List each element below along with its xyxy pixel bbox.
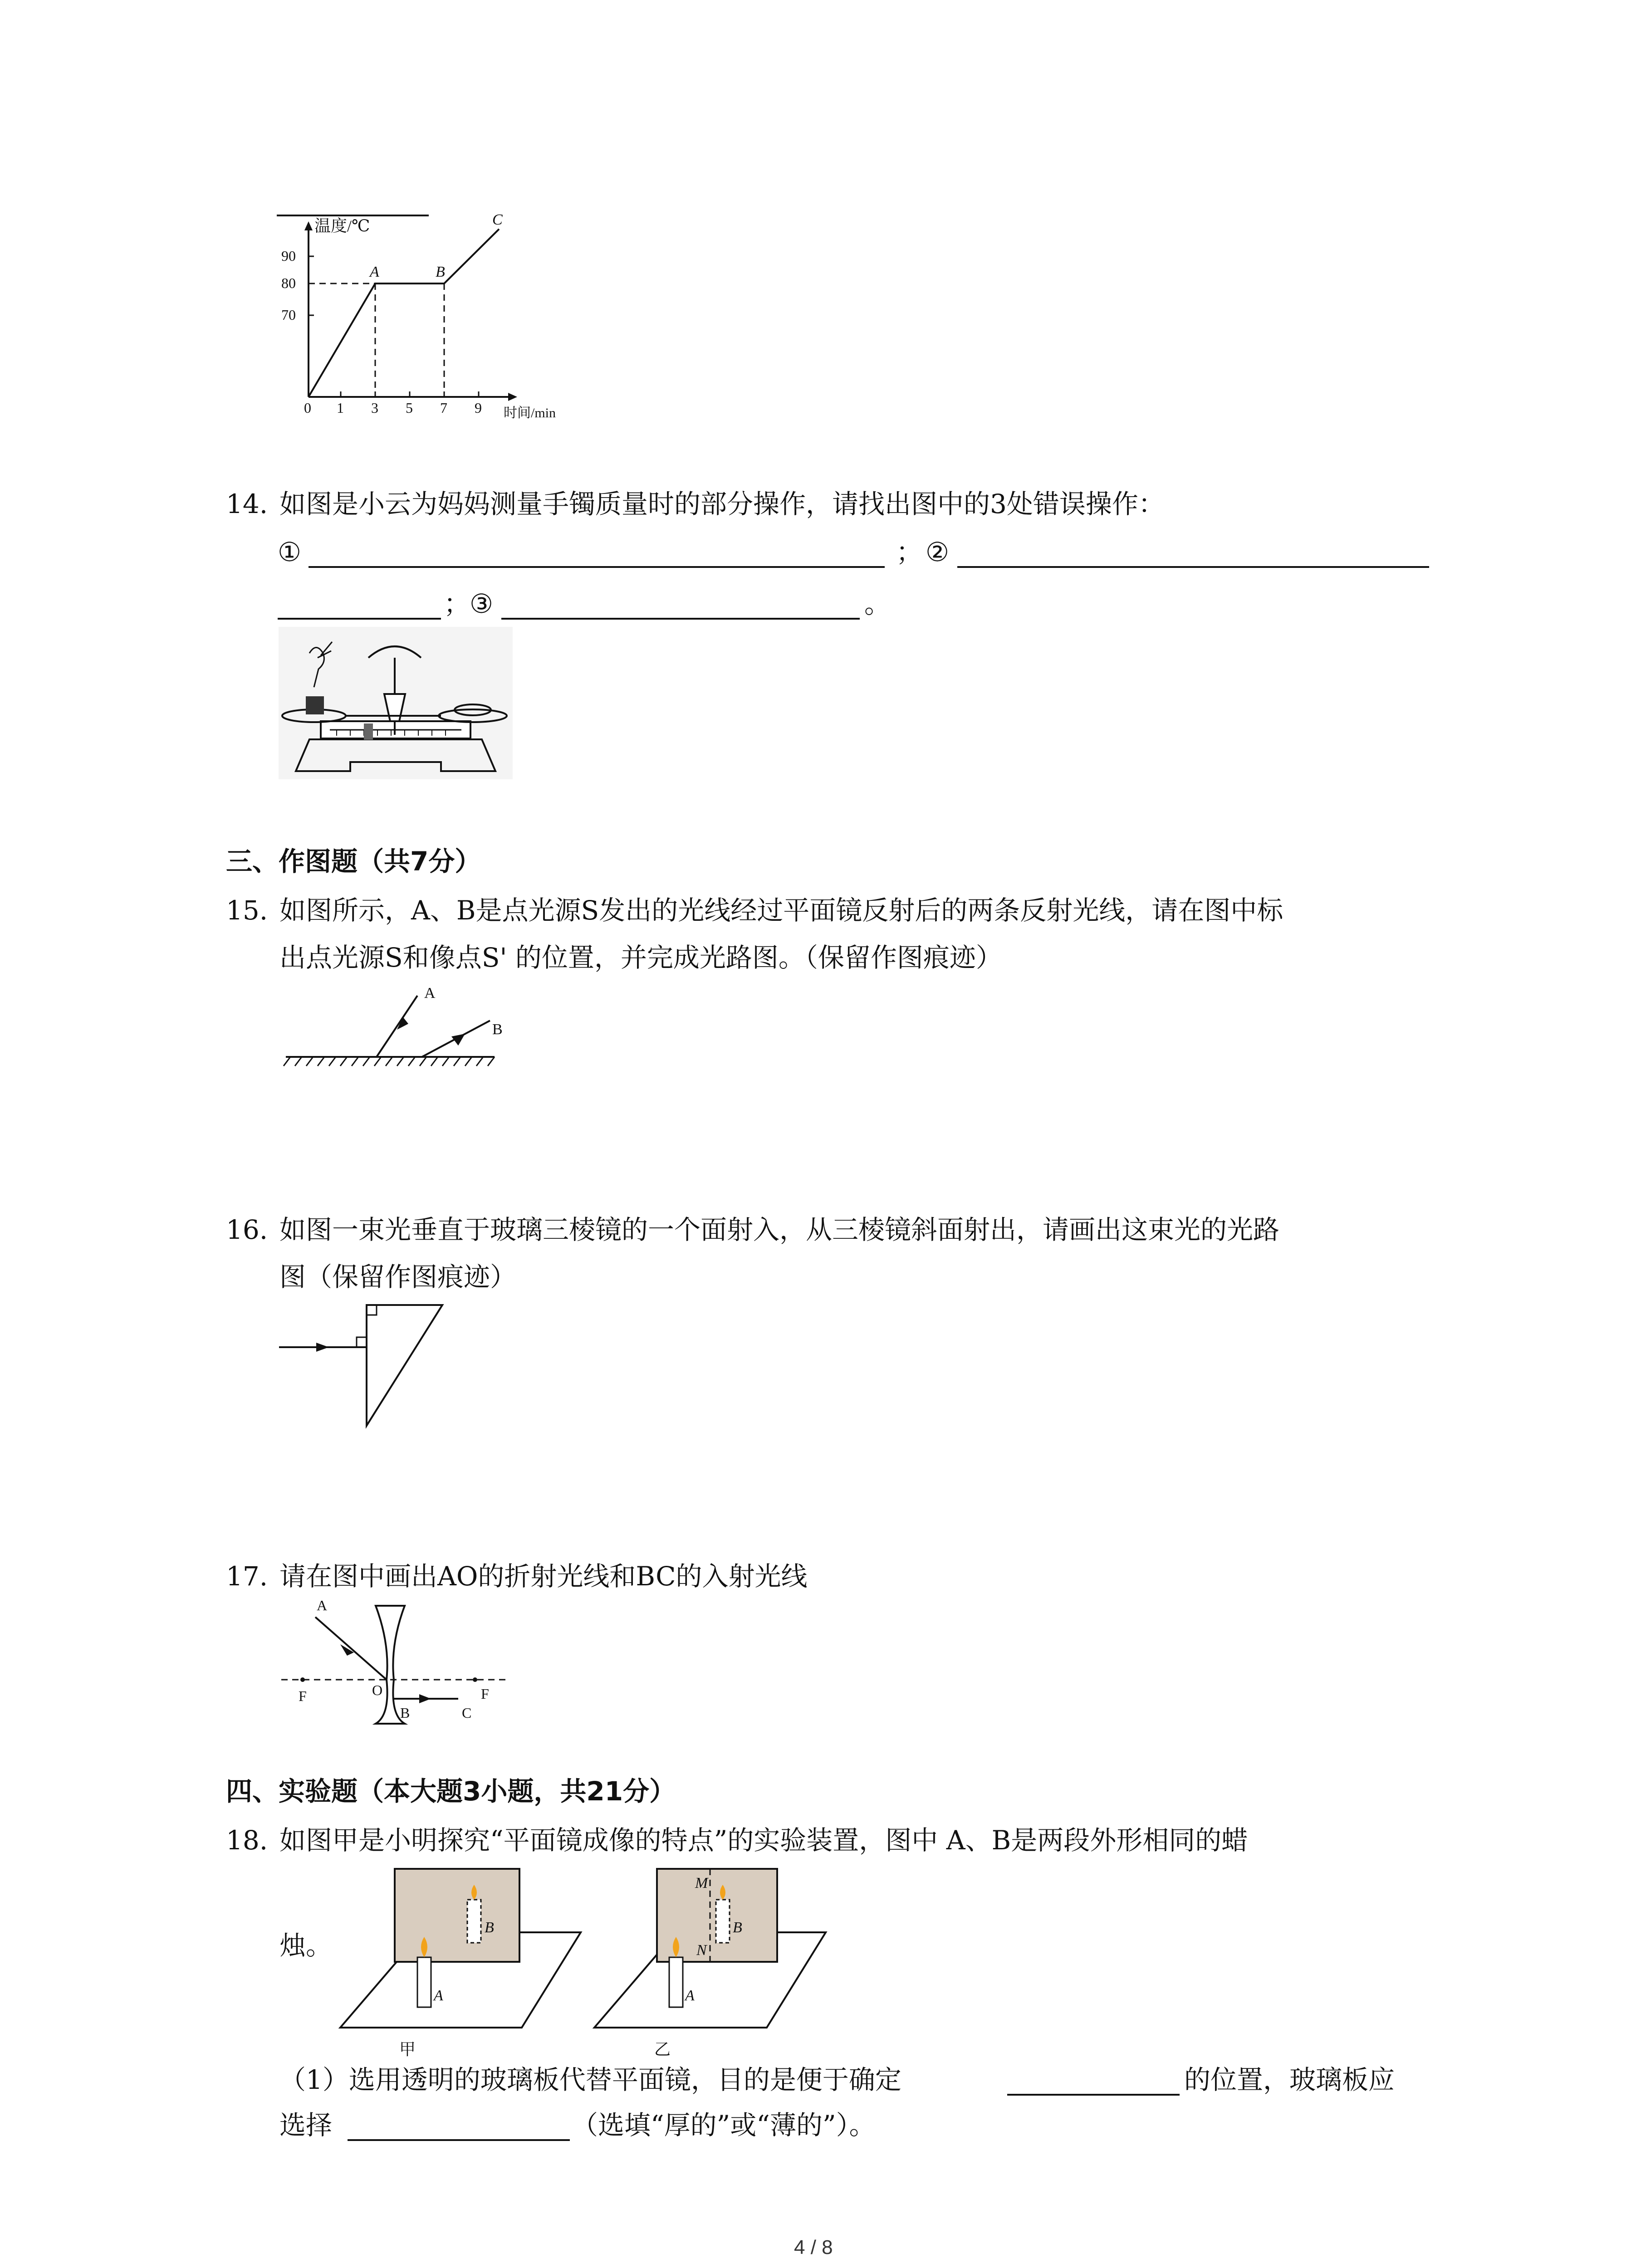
- y-tick-70: 70: [281, 307, 296, 323]
- x-tick-9: 9: [475, 400, 482, 416]
- section-3-title: 三、作图题（共7分）: [226, 846, 481, 877]
- label-f-left: F: [299, 1688, 307, 1704]
- x-tick-1: 1: [337, 400, 344, 416]
- temperature-curve: [309, 229, 499, 397]
- page-number: 4 / 8: [794, 2236, 833, 2258]
- q14-blank-3[interactable]: [501, 618, 860, 620]
- balance-scale-figure: [278, 626, 514, 780]
- y-tick-80: 80: [281, 275, 296, 291]
- y-tick-90: 90: [281, 248, 296, 264]
- q14-blank-2-cont[interactable]: [278, 618, 441, 620]
- label-a: A: [317, 1597, 328, 1613]
- temperature-time-graph: [254, 209, 581, 426]
- q18-number: 18.: [226, 1825, 268, 1856]
- q14-mark-1: ①: [278, 537, 301, 567]
- q14-mark-2: ②: [926, 537, 949, 567]
- label-b: B: [400, 1705, 410, 1721]
- q18-line2: 烛。: [279, 1930, 333, 1961]
- x-axis-label: 时间/min: [504, 406, 556, 420]
- glass-prism: [367, 1305, 442, 1426]
- q14-mark-3: ③: [470, 588, 493, 619]
- candle-b: [716, 1900, 730, 1943]
- q17-text: 请在图中画出AO的折射光线和BC的入射光线: [279, 1561, 808, 1592]
- point-a-label: A: [370, 264, 379, 280]
- q18-blank-1[interactable]: [1007, 2094, 1180, 2096]
- q18-sub1-line1-b: 的位置，玻璃板应: [1184, 2064, 1395, 2095]
- candle-a: [669, 1957, 683, 2007]
- q14-number: 14.: [226, 489, 268, 519]
- figure-caption-yi: 乙: [654, 2040, 671, 2058]
- prism-figure: [277, 1300, 458, 1431]
- candle-a: [417, 1957, 431, 2007]
- q14-text: 如图是小云为妈妈测量手镯质量时的部分操作，请找出图中的3处错误操作：: [279, 489, 1165, 519]
- point-c-label: C: [492, 211, 503, 228]
- x-tick-0: 0: [304, 400, 311, 416]
- q16-line2: 图（保留作图痕迹）: [279, 1261, 517, 1292]
- mirror-experiment-yi: [594, 1864, 848, 2064]
- ray-b-label: B: [492, 1021, 503, 1038]
- rider: [364, 723, 373, 740]
- ray-ao: [315, 1617, 387, 1680]
- q15-line2: 出点光源S和像点S' 的位置，并完成光路图。（保留作图痕迹）: [279, 942, 1002, 973]
- q18-sub1-line1-a: （1）选用透明的玻璃板代替平面镜，目的是便于确定: [279, 2064, 901, 2095]
- q18-sub1-line2-b: （选填“厚的”或“薄的”）。: [572, 2110, 876, 2141]
- figure-caption-jia: 甲: [399, 2040, 416, 2058]
- q18-sub1-line2-a: 选择: [279, 2110, 333, 2141]
- q18-line1: 如图甲是小明探究“平面镜成像的特点”的实验装置，图中 A、B是两段外形相同的蜡: [279, 1825, 1248, 1856]
- q15-line1: 如图所示，A、B是点光源S发出的光线经过平面镜反射后的两条反射光线，请在图中标: [279, 895, 1283, 926]
- plane-mirror-figure: [281, 980, 517, 1084]
- q16-number: 16.: [226, 1214, 268, 1245]
- candle-a-label: A: [685, 1987, 695, 2004]
- x-tick-3: 3: [371, 400, 378, 416]
- q15-number: 15.: [226, 895, 268, 926]
- section-4-title: 四、实验题（本大题3小题，共21分）: [226, 1776, 676, 1807]
- ray-a-label: A: [424, 985, 436, 1002]
- reflected-ray-a: [377, 996, 417, 1057]
- q14-sep-1: ；: [896, 537, 923, 567]
- x-tick-5: 5: [406, 400, 413, 416]
- q14-blank-1[interactable]: [309, 566, 885, 568]
- candle-a-label: A: [434, 1987, 443, 2004]
- label-o: O: [372, 1682, 383, 1698]
- point-m-label: M: [695, 1875, 708, 1892]
- concave-lens-figure: [277, 1599, 513, 1730]
- label-c: C: [462, 1705, 472, 1721]
- candle-b-label: B: [485, 1919, 494, 1936]
- point-n-label: N: [696, 1942, 707, 1959]
- q16-line1: 如图一束光垂直于玻璃三棱镜的一个面射入，从三棱镜斜面射出，请画出这束光的光路: [279, 1214, 1280, 1245]
- x-tick-7: 7: [440, 400, 447, 416]
- y-axis-label: 温度/℃: [314, 217, 370, 235]
- candle-b-label: B: [733, 1919, 742, 1936]
- q14-blank-2[interactable]: [957, 566, 1429, 568]
- q14-sep-2: ；: [444, 588, 470, 619]
- glass-plate: [395, 1869, 519, 1962]
- q18-blank-2[interactable]: [348, 2139, 570, 2141]
- weight-block: [306, 696, 324, 714]
- candle-b: [467, 1900, 481, 1943]
- label-f-right: F: [481, 1686, 489, 1702]
- q14-end: 。: [864, 588, 891, 619]
- q17-number: 17.: [226, 1561, 268, 1592]
- mirror-experiment-jia: [340, 1864, 594, 2064]
- point-b-label: B: [436, 264, 445, 280]
